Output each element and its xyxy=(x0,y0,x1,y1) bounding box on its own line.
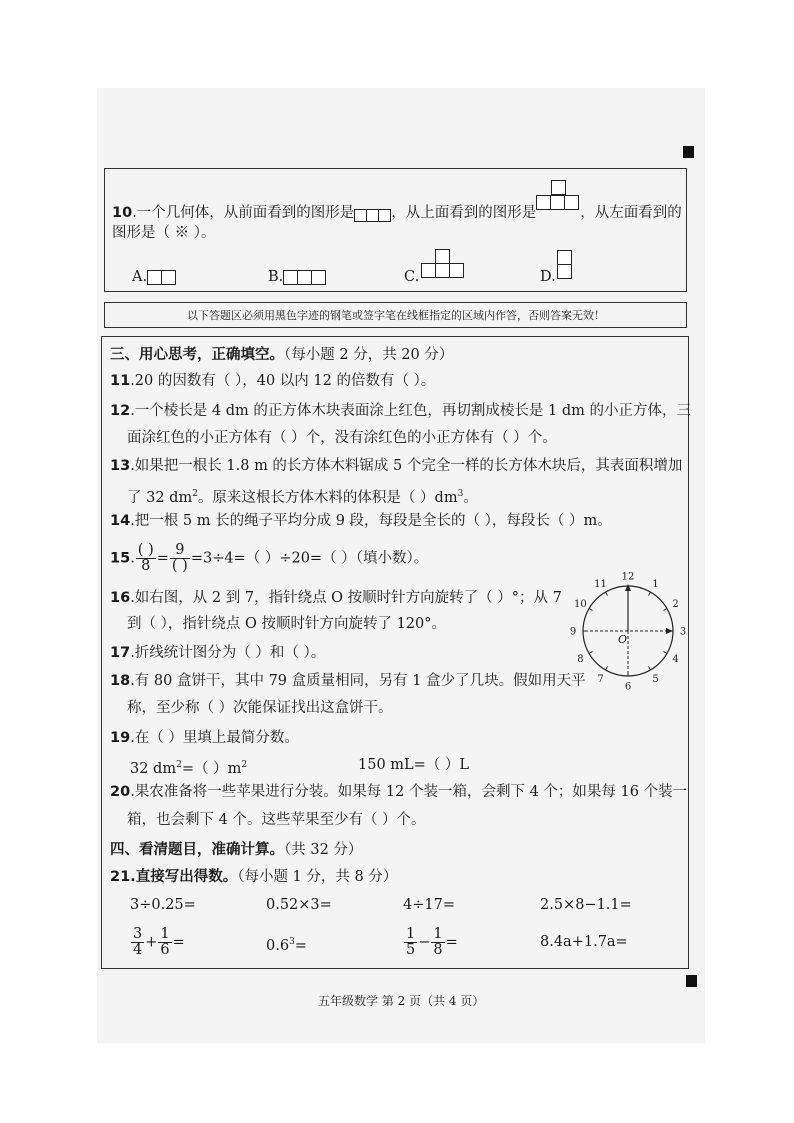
question-13-line1: 13.如果把一根长 1.8 m 的长方体木料锯成 5 个完全一样的长方体木块后，其表面积增加 xyxy=(110,458,683,474)
clock-number: 2 xyxy=(672,599,679,610)
clock-number: 12 xyxy=(621,571,635,583)
option-a[interactable]: A. xyxy=(132,268,176,288)
question-20-line1: 20.果农准备将一些苹果进行分装。如果每 12 个装一箱，会剩下 4 个；如果每 16 个装一 xyxy=(110,784,688,800)
page-footer: 五年级数学 第 2 页（共 4 页） xyxy=(318,994,485,1008)
clock-tick xyxy=(664,652,668,654)
clock-tick xyxy=(606,592,608,596)
clock-number: 1 xyxy=(652,578,659,590)
registration-mark-top xyxy=(683,146,694,158)
section-4-heading: 四、看清题目，准确计算。（共 32 分） xyxy=(110,842,363,858)
clock-tick xyxy=(606,667,608,671)
question-10-line2: 图形是（ ※ ）。 xyxy=(112,225,216,241)
calc-2: 0.52×3= xyxy=(266,897,332,913)
clock-number: 6 xyxy=(624,681,632,693)
question-16-line2: 到（ ），指针绕点 O 按顺时针方向旋转了 120°。 xyxy=(127,616,446,632)
clock-right-arrow xyxy=(666,628,673,634)
clock-tick xyxy=(649,667,651,671)
option-b-figure xyxy=(283,270,326,288)
clock-number: 5 xyxy=(652,674,659,686)
question-19-a: 32 $dm^2=$（ ）$m^2$ xyxy=(130,760,248,777)
question-17: 17.折线统计图分为（ ）和（ ）。 xyxy=(110,645,326,661)
question-10-line1: 10.一个几何体，从前面看到的图形是 ，从上面看到的图形是 ，从左面看到的 xyxy=(112,199,682,225)
question-14: 14.把一根 5 m 长的绳子平均分成 9 段，每段是全长的（ ），每段长（ ）m。 xyxy=(110,513,612,529)
clock-center-label: O xyxy=(618,633,628,646)
clock-number: 3 xyxy=(679,626,687,638)
clock-number: 10 xyxy=(574,599,587,610)
option-d[interactable]: D. xyxy=(540,269,556,285)
clock-number: 8 xyxy=(577,654,584,665)
question-20-line2: 箱，也会剩下 4 个。这些苹果至少有（ ）个。 xyxy=(127,812,426,828)
clock-tick xyxy=(664,609,668,611)
question-12-line1: 12.一个棱长是 4 dm 的正方体木块表面涂上红色，再切割成棱长是 1 dm 的小正方体，三 xyxy=(110,403,691,419)
calc-6: $0.6^3=$ xyxy=(266,937,307,954)
question-13-line2: 了 32 $dm^2$。原来这根长方体木料的体积是（ ）$dm^3$。 xyxy=(127,489,478,506)
question-18-line1: 18.有 80 盒饼干，其中 79 盒质量相同，另有 1 盒少了几块。假如用天平 xyxy=(110,673,586,689)
clock-hand-arrow xyxy=(625,584,631,591)
clock-tick xyxy=(589,652,593,654)
question-16-line1: 16.如右图，从 2 到 7，指针绕点 O 按顺时针方向旋转了（ ）°；从 7 xyxy=(110,590,562,606)
option-a-figure xyxy=(147,270,176,288)
question-19: 19.在（ ）里填上最简分数。 xyxy=(110,730,299,746)
question-number: 10 xyxy=(112,205,133,221)
question-11: 11.20 的因数有（ ），40 以内 12 的倍数有（ ）。 xyxy=(110,373,436,389)
question-18-line2: 称，至少称（ ）次能保证找出这盒饼干。 xyxy=(127,700,393,716)
clock-tick xyxy=(589,609,593,611)
question-12-line2: 面涂红色的小正方体有（ ）个，没有涂红色的小正方体有（ ）个。 xyxy=(127,430,557,446)
answer-area-notice: 以下答题区必须用黑色字迹的钢笔或签字笔在线框指定的区域内作答，否则答案无效！ xyxy=(187,309,605,322)
calc-5: $\frac{3}{4}$ + $\frac{1}{6}$ = xyxy=(133,926,185,958)
question-15: 15. $\frac{( )}{8}$ = $\frac{9}{( )}$ =3÷4=（ ）÷20=（ ）（填小数）。 xyxy=(110,542,429,574)
front-view-figure xyxy=(354,207,391,225)
question-19-b: 150 mL=（ ）L xyxy=(358,757,470,773)
clock-number: 9 xyxy=(569,626,577,638)
fraction-2: $\frac{9}{( )}$ xyxy=(171,542,188,574)
calc-3: 4÷17= xyxy=(403,897,455,913)
section-3-heading: 三、用心思考，正确填空。（每小题 2 分，共 20 分） xyxy=(110,347,454,363)
registration-mark-bottom xyxy=(686,975,697,987)
question-21-heading: 21.直接写出得数。（每小题 1 分，共 8 分） xyxy=(110,869,398,885)
option-c[interactable]: C. xyxy=(404,269,420,285)
clock-tick xyxy=(649,592,651,596)
calc-7: $\frac{1}{5}$ − $\frac{1}{8}$ = xyxy=(406,926,458,958)
calc-4: 2.5×8−1.1= xyxy=(540,897,632,913)
clock-number: 11 xyxy=(594,578,607,590)
fraction-1: $\frac{( )}{8}$ xyxy=(137,542,154,574)
option-b[interactable]: B. xyxy=(268,268,326,288)
calc-8: 8.4a+1.7a= xyxy=(540,934,628,950)
calc-1: 3÷0.25= xyxy=(130,897,196,913)
clock-number: 4 xyxy=(672,654,679,665)
clock-number: 7 xyxy=(597,674,604,686)
